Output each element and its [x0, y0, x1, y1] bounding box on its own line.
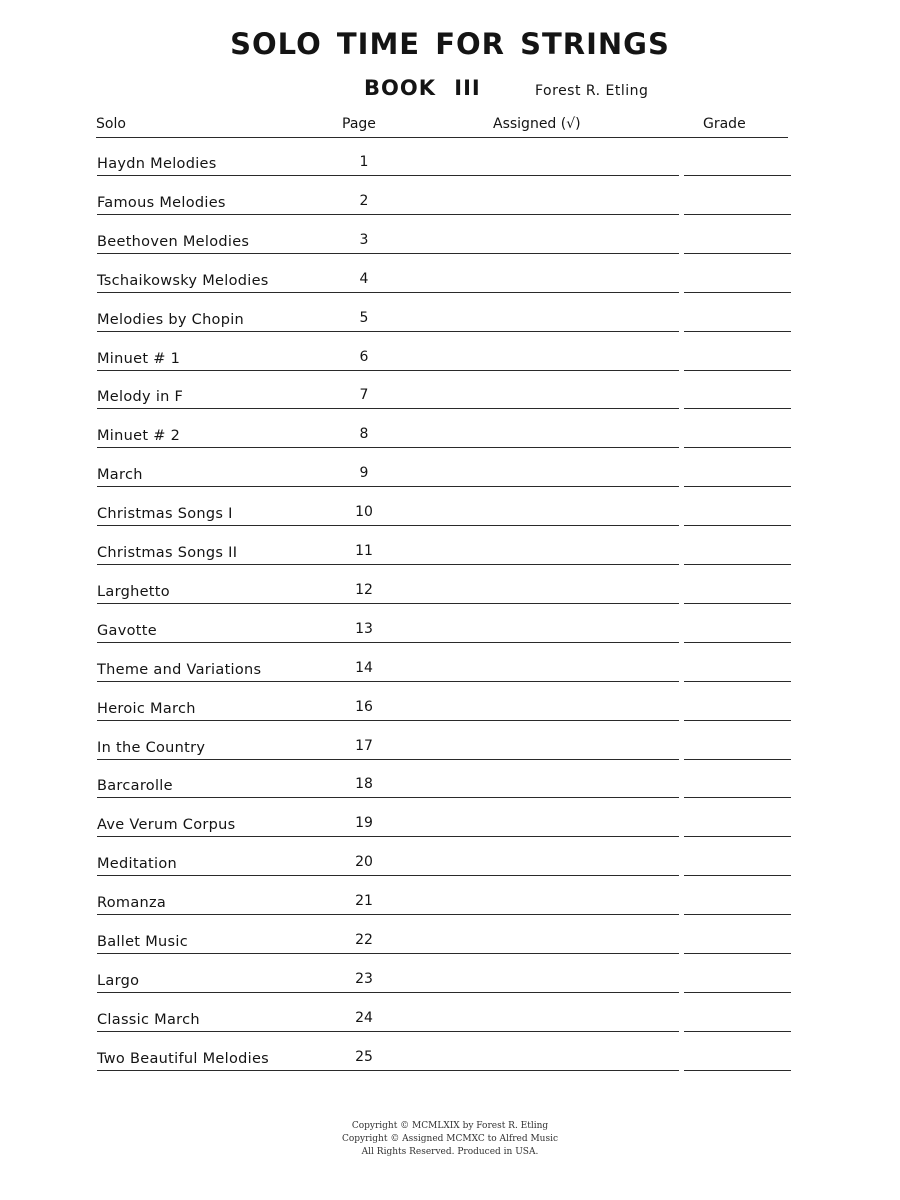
- page-number: 11: [355, 543, 373, 559]
- copyright-notice: [0, 1120, 900, 1159]
- solo-title: Heroic March: [97, 700, 196, 717]
- solo-title: Barcarolle: [97, 778, 173, 795]
- table-row: [97, 215, 791, 254]
- solo-title: Ave Verum Corpus: [97, 817, 236, 834]
- page-number: 5: [359, 309, 369, 326]
- solo-title: Theme and Variations: [97, 661, 262, 678]
- page-number: 21: [355, 893, 373, 910]
- copyright-line: All Rights Reserved. Produced in USA.: [361, 1147, 539, 1157]
- solo-title: In the Country: [97, 739, 206, 756]
- page-number: 9: [359, 465, 369, 482]
- solo-title: Larghetto: [97, 583, 170, 600]
- page-number: 25: [355, 1048, 373, 1065]
- column-header-page: Page: [342, 116, 376, 132]
- solo-title: Tschaikowsky Melodies: [97, 272, 269, 289]
- solo-title: Minuet # 1: [97, 350, 181, 367]
- table-row: [97, 137, 791, 176]
- solo-title: Melody in F: [97, 389, 184, 406]
- page-number: 4: [359, 270, 369, 287]
- column-header-grade: Grade: [703, 116, 746, 132]
- table-row: [97, 370, 791, 409]
- solo-title: Christmas Songs II: [97, 545, 238, 561]
- column-header-solo: Solo: [96, 116, 126, 132]
- solo-title: Melodies by Chopin: [97, 311, 245, 328]
- solo-title: Gavotte: [97, 622, 157, 639]
- page-number: 1: [359, 154, 369, 170]
- page-number: 14: [355, 659, 373, 676]
- table-row: [97, 798, 791, 837]
- solo-title: Christmas Songs I: [97, 506, 233, 523]
- solo-title: Ballet Music: [97, 934, 188, 950]
- solo-title: Romanza: [97, 895, 167, 912]
- solo-title: Largo: [97, 972, 140, 989]
- solo-title: Two Beautiful Melodies: [97, 1050, 270, 1067]
- table-row: [97, 954, 791, 993]
- solo-title: Meditation: [97, 856, 178, 873]
- column-header-assigned: Assigned (√): [493, 116, 581, 132]
- page-number: 12: [355, 581, 373, 598]
- table-row: [97, 876, 791, 915]
- page-number: 7: [359, 387, 369, 404]
- table-row: [97, 332, 791, 371]
- grade-blank-line: [684, 1070, 791, 1071]
- page-number: 13: [355, 620, 373, 637]
- table-row: [97, 682, 791, 721]
- table-row: [97, 643, 791, 682]
- book-number: BOOK III: [364, 76, 481, 100]
- assigned-blank-line: [97, 1070, 679, 1071]
- page-title: SOLO TIME FOR STRINGS: [230, 27, 670, 61]
- page-number: 3: [359, 231, 369, 248]
- table-row: [97, 721, 791, 760]
- solo-title: Famous Melodies: [97, 194, 226, 211]
- table-row: [97, 526, 791, 565]
- table-row: [97, 1032, 791, 1071]
- page-number: 19: [355, 815, 373, 832]
- table-row: [97, 915, 791, 954]
- page-number: 8: [359, 426, 369, 443]
- table-row: [97, 254, 791, 293]
- page-number: 22: [355, 932, 373, 948]
- table-row: [97, 565, 791, 604]
- copyright-line: Copyright © Assigned MCMXC to Alfred Music: [341, 1134, 559, 1144]
- page-number: 6: [359, 348, 369, 365]
- page-number: 10: [355, 504, 373, 521]
- page-number: 16: [355, 698, 373, 715]
- solo-title: Beethoven Melodies: [97, 233, 250, 250]
- author-name: Forest R. Etling: [535, 83, 649, 99]
- copyright-line: Copyright © MCMLXIX by Forest R. Etling: [351, 1121, 549, 1131]
- solo-title: March: [97, 467, 143, 484]
- table-row: [97, 448, 791, 487]
- page-number: 17: [355, 737, 373, 754]
- page-number: 24: [355, 1009, 373, 1026]
- page-number: 2: [359, 192, 369, 209]
- solo-title: Haydn Melodies: [97, 156, 217, 172]
- solo-title: Classic March: [97, 1011, 200, 1028]
- table-row: [97, 759, 791, 798]
- table-row: [97, 993, 791, 1032]
- table-row: [97, 487, 791, 526]
- page-number: 23: [355, 970, 373, 987]
- table-row: [97, 293, 791, 332]
- page-number: 18: [355, 776, 373, 793]
- table-row: [97, 409, 791, 448]
- solo-title: Minuet # 2: [97, 428, 181, 445]
- table-row: [97, 837, 791, 876]
- table-row: [97, 176, 791, 215]
- table-row: [97, 604, 791, 643]
- page-number: 20: [355, 854, 373, 871]
